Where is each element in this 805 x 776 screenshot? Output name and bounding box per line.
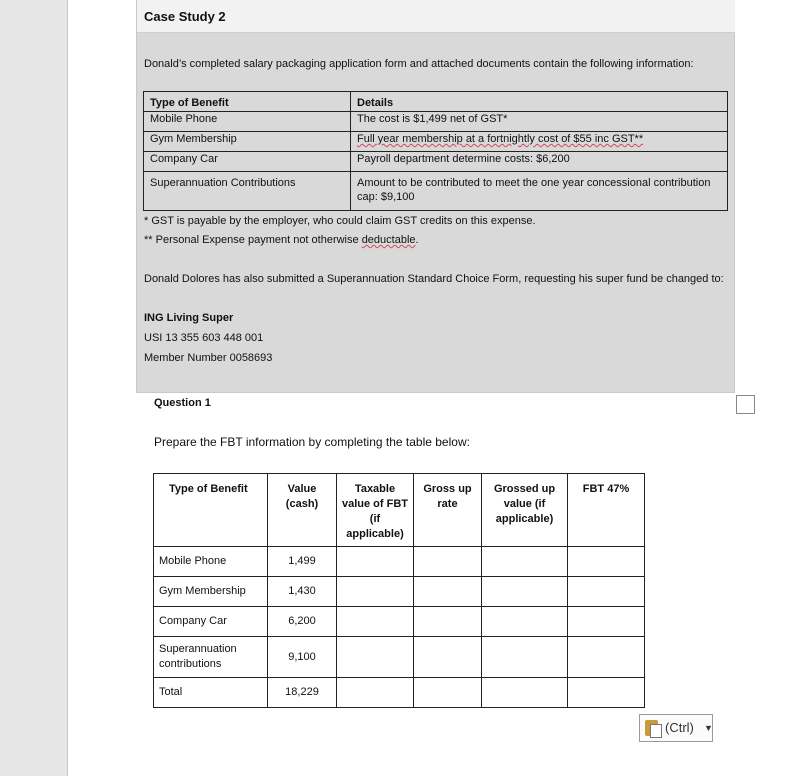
case-study-block (136, 0, 735, 393)
member-number: Member Number 0058693 (144, 352, 273, 364)
table-row (154, 607, 645, 637)
note-personal (144, 233, 419, 247)
cell-type: Superannuation contributions (154, 637, 268, 678)
fbt-table (153, 473, 645, 708)
header-fbt: FBT 47% (568, 474, 645, 547)
table-row (154, 637, 645, 678)
cell-type: Mobile Phone (154, 547, 268, 577)
cell-type: Total (154, 678, 268, 708)
checkbox-anchor[interactable] (736, 395, 755, 414)
cell-details: The cost is $1,499 net of GST* (351, 112, 728, 132)
table-row (144, 132, 728, 152)
cell-fbt[interactable] (568, 607, 645, 637)
cell-rate[interactable] (414, 637, 482, 678)
header-value: Value (cash) (268, 474, 337, 547)
case-study-title: Case Study 2 (137, 0, 735, 33)
choice-form-text: Donald Dolores has also submitted a Superannuation Standard Choice Form, requesting his super fund be changed to: (144, 273, 724, 285)
cell-rate[interactable] (414, 577, 482, 607)
paste-options-button[interactable] (639, 714, 713, 742)
cell-grossed[interactable] (482, 577, 568, 607)
cell-value: 1,499 (268, 547, 337, 577)
question-prompt: Prepare the FBT information by completing the table below: (154, 435, 470, 449)
cell-value: 6,200 (268, 607, 337, 637)
cell-type: Gym Membership (144, 132, 351, 152)
cell-grossed[interactable] (482, 547, 568, 577)
cell-fbt[interactable] (568, 637, 645, 678)
table-header-row (154, 474, 645, 547)
cell-details (351, 132, 728, 152)
clipboard-icon (645, 720, 658, 736)
question-title: Question 1 (154, 397, 211, 409)
cell-fbt[interactable] (568, 678, 645, 708)
table-row (144, 112, 728, 132)
cell-taxable[interactable] (337, 678, 414, 708)
cell-value: 1,430 (268, 577, 337, 607)
note-gst: * GST is payable by the employer, who could claim GST credits on this expense. (144, 215, 536, 227)
note-personal-text: ** Personal Expense payment not otherwise (144, 234, 362, 246)
cell-type: Gym Membership (154, 577, 268, 607)
cell-details: Amount to be contributed to meet the one year concessional contribution cap: $9,100 (351, 172, 728, 211)
paste-options-label: (Ctrl) (665, 720, 694, 735)
left-gutter (0, 0, 68, 776)
header-grossed-up-value: Grossed up value (if applicable) (482, 474, 568, 547)
cell-details-text: Full year membership at a fortnightly cost of $55 inc GST** (357, 133, 644, 145)
cell-fbt[interactable] (568, 547, 645, 577)
table-row (144, 152, 728, 172)
header-taxable-value: Taxable value of FBT (if applicable) (337, 474, 414, 547)
cell-value: 18,229 (268, 678, 337, 708)
table-row (154, 547, 645, 577)
cell-rate[interactable] (414, 607, 482, 637)
header-details: Details (351, 92, 728, 112)
header-gross-up-rate: Gross up rate (414, 474, 482, 547)
note-personal-misspelt: deductable (361, 234, 416, 246)
cell-type: Superannuation Contributions (144, 172, 351, 211)
chevron-down-icon: ▼ (704, 723, 713, 733)
cell-details: Payroll department determine costs: $6,200 (351, 152, 728, 172)
cell-type: Mobile Phone (144, 112, 351, 132)
cell-grossed[interactable] (482, 607, 568, 637)
cell-taxable[interactable] (337, 547, 414, 577)
cell-value: 9,100 (268, 637, 337, 678)
cell-taxable[interactable] (337, 607, 414, 637)
table-row (154, 678, 645, 708)
cell-rate[interactable] (414, 678, 482, 708)
header-type: Type of Benefit (144, 92, 351, 112)
table-row (154, 577, 645, 607)
table-row (144, 92, 728, 112)
fund-name: ING Living Super (144, 312, 234, 324)
cell-type: Company Car (154, 607, 268, 637)
cell-grossed[interactable] (482, 678, 568, 708)
benefits-table (143, 91, 728, 211)
cell-rate[interactable] (414, 547, 482, 577)
cell-type: Company Car (144, 152, 351, 172)
table-row (144, 172, 728, 211)
cell-grossed[interactable] (482, 637, 568, 678)
cell-fbt[interactable] (568, 577, 645, 607)
cell-taxable[interactable] (337, 637, 414, 678)
header-type-of-benefit: Type of Benefit (154, 474, 268, 547)
cell-taxable[interactable] (337, 577, 414, 607)
fund-usi: USI 13 355 603 448 001 (144, 332, 264, 344)
note-personal-end: . (415, 234, 419, 246)
case-intro: Donald’s completed salary packaging application form and attached documents contain the following information: (144, 58, 694, 70)
